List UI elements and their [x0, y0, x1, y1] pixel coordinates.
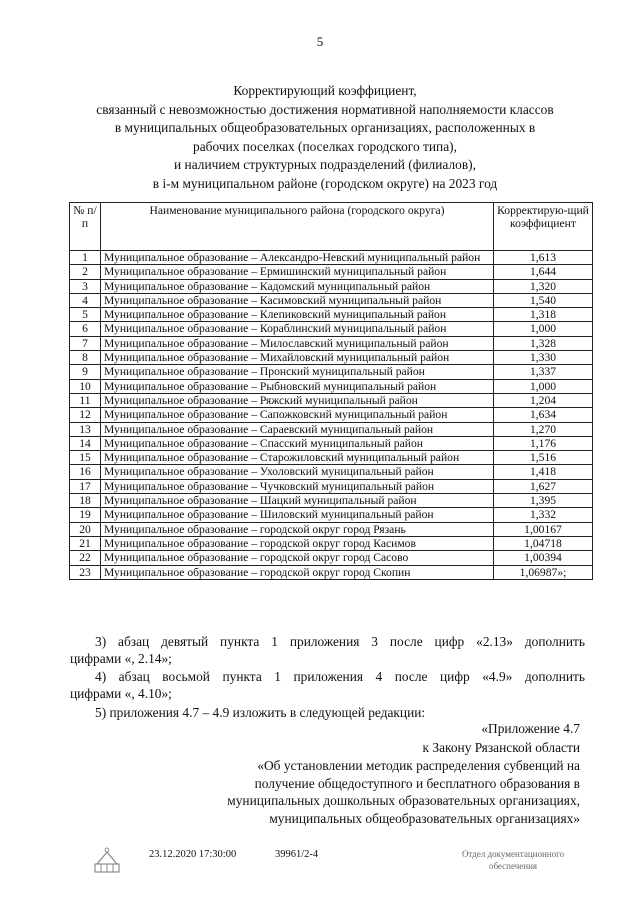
title-line: в муниципальных общеобразовательных организациях, расположенных в [114, 120, 536, 135]
table-row [70, 494, 593, 508]
cell-name: Муниципальное образование – Шиловский муниципальный район [101, 508, 494, 522]
cell-name: Муниципальное образование – Ухоловский муниципальный район [101, 465, 494, 479]
table-row [70, 479, 593, 493]
table-row [70, 536, 593, 550]
paragraph-4-continued: цифрами «, 4.10»; [70, 686, 172, 701]
table-row [70, 451, 593, 465]
cell-coefficient: 1,270 [494, 422, 593, 436]
table-row [70, 365, 593, 379]
cell-coefficient: 1,04718 [494, 536, 593, 550]
table-row [70, 465, 593, 479]
table-row [70, 336, 593, 350]
appendix-line: муниципальных дошкольных образовательных организациях, [227, 793, 580, 808]
cell-name: Муниципальное образование – Чучковский муниципальный район [101, 479, 494, 493]
cell-coefficient: 1,627 [494, 479, 593, 493]
cell-number: 23 [70, 565, 101, 579]
table-body [70, 251, 593, 580]
table-header-row [70, 203, 593, 251]
cell-name: Муниципальное образование – Кораблинский муниципальный район [101, 322, 494, 336]
cell-coefficient: 1,00394 [494, 551, 593, 565]
cell-coefficient: 1,395 [494, 494, 593, 508]
cell-number: 14 [70, 436, 101, 450]
cell-number: 8 [70, 351, 101, 365]
cell-name: Муниципальное образование – Рыбновский муниципальный район [101, 379, 494, 393]
cell-name: Муниципальное образование – городской округ город Касимов [101, 536, 494, 550]
appendix-law: к Закону Рязанской области [422, 740, 580, 755]
title-line: и наличием структурных подразделений (филиалов), [174, 157, 476, 172]
cell-coefficient: 1,000 [494, 322, 593, 336]
table-row [70, 408, 593, 422]
cell-coefficient: 1,613 [494, 251, 593, 265]
table-row [70, 265, 593, 279]
page-number: 5 [316, 34, 324, 49]
cell-name: Муниципальное образование – городской округ город Скопин [101, 565, 494, 579]
cell-name: Муниципальное образование – Милославский муниципальный район [101, 336, 494, 350]
appendix-line: муниципальных общеобразовательных организациях» [269, 810, 580, 826]
cell-name: Муниципальное образование – Пронский муниципальный район [101, 365, 494, 379]
title-line: рабочих поселках (поселках городского типа), [193, 138, 457, 154]
table-row [70, 551, 593, 565]
table-row [70, 251, 593, 265]
cell-coefficient: 1,328 [494, 336, 593, 350]
cell-number: 10 [70, 379, 101, 393]
cell-name: Муниципальное образование – Касимовский муниципальный район [101, 293, 494, 307]
cell-coefficient: 1,318 [494, 308, 593, 322]
cell-coefficient: 1,320 [494, 279, 593, 293]
cell-number: 18 [70, 494, 101, 508]
title-line: в i-м муниципальном районе (городском округе) на 2023 год [152, 175, 498, 191]
header-coef: Корректирую-щий коэффициент [494, 203, 593, 251]
table-row [70, 522, 593, 536]
table-row [70, 308, 593, 322]
cell-number: 6 [70, 322, 101, 336]
cell-name: Муниципальное образование – Михайловский муниципальный район [101, 351, 494, 365]
cell-coefficient: 1,06987»; [494, 565, 593, 579]
cell-name: Муниципальное образование – Клепиковский муниципальный район [101, 308, 494, 322]
appendix-law-title [60, 757, 580, 827]
paragraph-3-continued: цифрами «, 2.14»; [70, 651, 172, 666]
cell-name: Муниципальное образование – Александро-Невский муниципальный район [101, 251, 494, 265]
department-stamp [438, 848, 588, 872]
cell-name: Муниципальное образование – Шацкий муниципальный район [101, 494, 494, 508]
cell-number: 1 [70, 251, 101, 265]
cell-coefficient: 1,418 [494, 465, 593, 479]
cell-coefficient: 1,540 [494, 293, 593, 307]
cell-number: 3 [70, 279, 101, 293]
coefficient-table [69, 202, 593, 580]
footer-datetime: 23.12.2020 17:30:00 [149, 849, 237, 860]
cell-name: Муниципальное образование – Кадомский муниципальный район [101, 279, 494, 293]
table-row [70, 351, 593, 365]
title-line: Корректирующий коэффициент, [233, 83, 417, 98]
footer-doc-code: 39961/2-4 [275, 849, 319, 860]
cell-coefficient: 1,330 [494, 351, 593, 365]
header-name: Наименование муниципального района (городского округа) [101, 203, 494, 251]
document-title [60, 82, 590, 193]
paragraph-4: 4) абзац восьмой пункта 1 приложения 4 после цифр «4.9» дополнить [95, 669, 585, 684]
table-row [70, 436, 593, 450]
title-line: связанный с невозможностью достижения нормативной наполняемости классов [96, 101, 554, 117]
cell-number: 11 [70, 393, 101, 407]
table-row [70, 322, 593, 336]
cell-number: 2 [70, 265, 101, 279]
appendix-heading: «Приложение 4.7 [481, 721, 580, 736]
paragraph-5: 5) приложения 4.7 – 4.9 изложить в следующей редакции: [95, 705, 426, 720]
paragraph-3: 3) абзац девятый пункта 1 приложения 3 после цифр «2.13» дополнить [95, 634, 585, 649]
table-row [70, 279, 593, 293]
cell-name: Муниципальное образование – Старожиловский муниципальный район [101, 451, 494, 465]
cell-name: Муниципальное образование – городской округ город Сасово [101, 551, 494, 565]
stamp-line: Отдел документационного [461, 849, 565, 859]
stamp-line: обеспечения [488, 861, 538, 871]
cell-number: 12 [70, 408, 101, 422]
cell-name: Муниципальное образование – Ряжский муниципальный район [101, 393, 494, 407]
cell-number: 19 [70, 508, 101, 522]
cell-number: 21 [70, 536, 101, 550]
appendix-line: «Об установлении методик распределения субвенций на [257, 758, 580, 773]
cell-name: Муниципальное образование – Ермишинский муниципальный район [101, 265, 494, 279]
cell-coefficient: 1,644 [494, 265, 593, 279]
table-row [70, 565, 593, 579]
cell-number: 16 [70, 465, 101, 479]
header-num: № п/п [70, 203, 101, 251]
cell-number: 9 [70, 365, 101, 379]
registry-logo-icon [92, 846, 122, 874]
appendix-line: получение общедоступного и бесплатного образования в [254, 775, 580, 791]
cell-number: 13 [70, 422, 101, 436]
table-row [70, 422, 593, 436]
cell-number: 17 [70, 479, 101, 493]
table-row [70, 393, 593, 407]
cell-number: 15 [70, 451, 101, 465]
cell-coefficient: 1,204 [494, 393, 593, 407]
cell-coefficient: 1,337 [494, 365, 593, 379]
cell-coefficient: 1,000 [494, 379, 593, 393]
cell-coefficient: 1,332 [494, 508, 593, 522]
cell-name: Муниципальное образование – Спасский муниципальный район [101, 436, 494, 450]
table-row [70, 293, 593, 307]
cell-name: Муниципальное образование – городской округ город Рязань [101, 522, 494, 536]
cell-number: 22 [70, 551, 101, 565]
cell-coefficient: 1,00167 [494, 522, 593, 536]
cell-number: 7 [70, 336, 101, 350]
cell-number: 20 [70, 522, 101, 536]
cell-coefficient: 1,516 [494, 451, 593, 465]
cell-coefficient: 1,634 [494, 408, 593, 422]
table-row [70, 508, 593, 522]
cell-name: Муниципальное образование – Сапожковский муниципальный район [101, 408, 494, 422]
table-row [70, 379, 593, 393]
cell-coefficient: 1,176 [494, 436, 593, 450]
cell-number: 5 [70, 308, 101, 322]
cell-number: 4 [70, 293, 101, 307]
cell-name: Муниципальное образование – Сараевский муниципальный район [101, 422, 494, 436]
